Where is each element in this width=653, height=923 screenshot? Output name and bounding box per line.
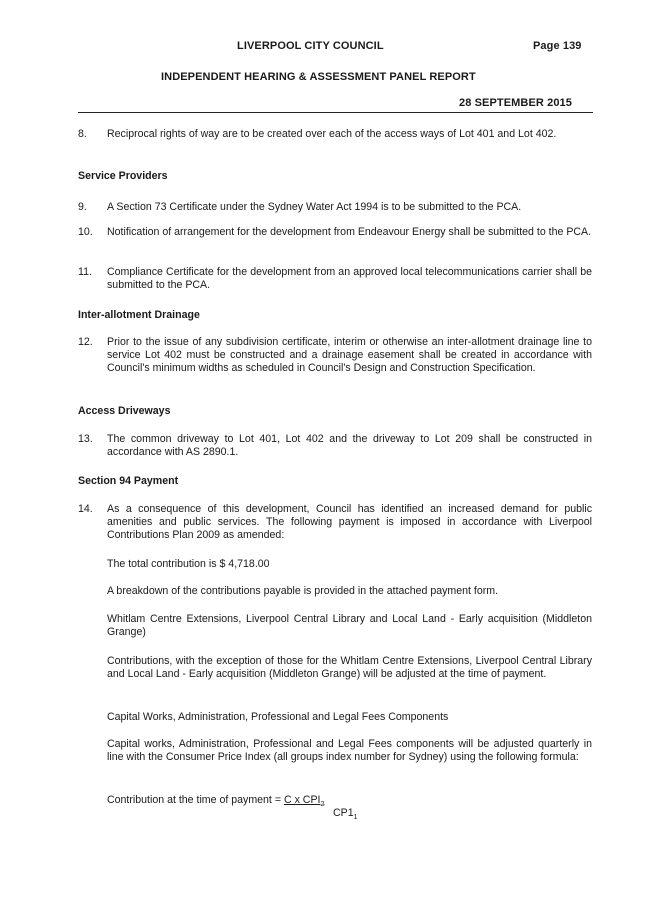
item-number: 9. (78, 201, 87, 213)
page-number: Page 139 (533, 40, 582, 52)
item-number: 8. (78, 128, 87, 140)
report-title: INDEPENDENT HEARING & ASSESSMENT PANEL REPORT (161, 71, 476, 83)
item-text: Reciprocal rights of way are to be created over each of the access ways of Lot 401 and Lot 402. (107, 128, 557, 140)
capital-text: Capital works, Administration, Professional and Legal Fees components will be adjusted quarterly in line with the Consumer Price Index (all groups index number for Sydney) using the following formula: (107, 738, 592, 763)
heading-section-94-payment: Section 94 Payment (78, 475, 179, 487)
heading-service-providers: Service Providers (78, 170, 168, 182)
item-text: As a consequence of this development, Council has identified an increased demand for public amenities and public services. The following payment is imposed in accordance with Liverpool Contributions Plan 2009 as amended: (107, 503, 592, 541)
item-text: Notification of arrangement for the development from Endeavour Energy shall be submitted to the PCA. (107, 226, 592, 238)
item-number: 10. (78, 226, 93, 238)
header-divider (78, 112, 593, 113)
report-date: 28 SEPTEMBER 2015 (459, 97, 572, 109)
item-number: 11. (78, 266, 92, 278)
formula-denominator: $CP1_1$ (333, 807, 358, 822)
item-number: 13. (78, 433, 93, 445)
item-text: A Section 73 Certificate under the Sydney Water Act 1994 is to be submitted to the PCA. (107, 201, 522, 213)
contributions-text: Contributions, with the exception of those for the Whitlam Centre Extensions, Liverpool Central Library and Local Land - Early acquisition (Middleton Grange) will be adjusted at the time of payment. (107, 655, 592, 680)
item-number: 14. (78, 503, 93, 515)
capital-heading: Capital Works, Administration, Professional and Legal Fees Components (107, 711, 449, 723)
contribution-formula (107, 794, 324, 807)
breakdown-text: A breakdown of the contributions payable is provided in the attached payment form. (107, 585, 499, 597)
item-number: 12. (78, 336, 93, 348)
formula-prefix: Contribution at the time of payment = (107, 794, 284, 806)
heading-access-driveways: Access Driveways (78, 405, 171, 417)
council-name: LIVERPOOL CITY COUNCIL (237, 40, 384, 52)
whitlam-text: Whitlam Centre Extensions, Liverpool Central Library and Local Land - Early acquisition (Middleton Grange) (107, 613, 592, 638)
item-text: Prior to the issue of any subdivision certificate, interim or otherwise an inter-allotment drainage line to service Lot 402 must be constructed and a drainage easement shall be created in accordance with Council's minimum widths as scheduled in Council's Design and Construction Specification. (107, 336, 592, 374)
total-contribution: The total contribution is $ 4,718.00 (107, 558, 270, 570)
item-text: Compliance Certificate for the development from an approved local telecommunications carrier shall be submitted to the PCA. (107, 266, 592, 291)
formula-numerator: C x $CPI_2$ (283, 794, 325, 809)
heading-inter-allotment-drainage: Inter-allotment Drainage (78, 309, 200, 321)
item-text: The common driveway to Lot 401, Lot 402 and the driveway to Lot 209 shall be constructed in accordance with AS 2890.1. (107, 433, 592, 458)
